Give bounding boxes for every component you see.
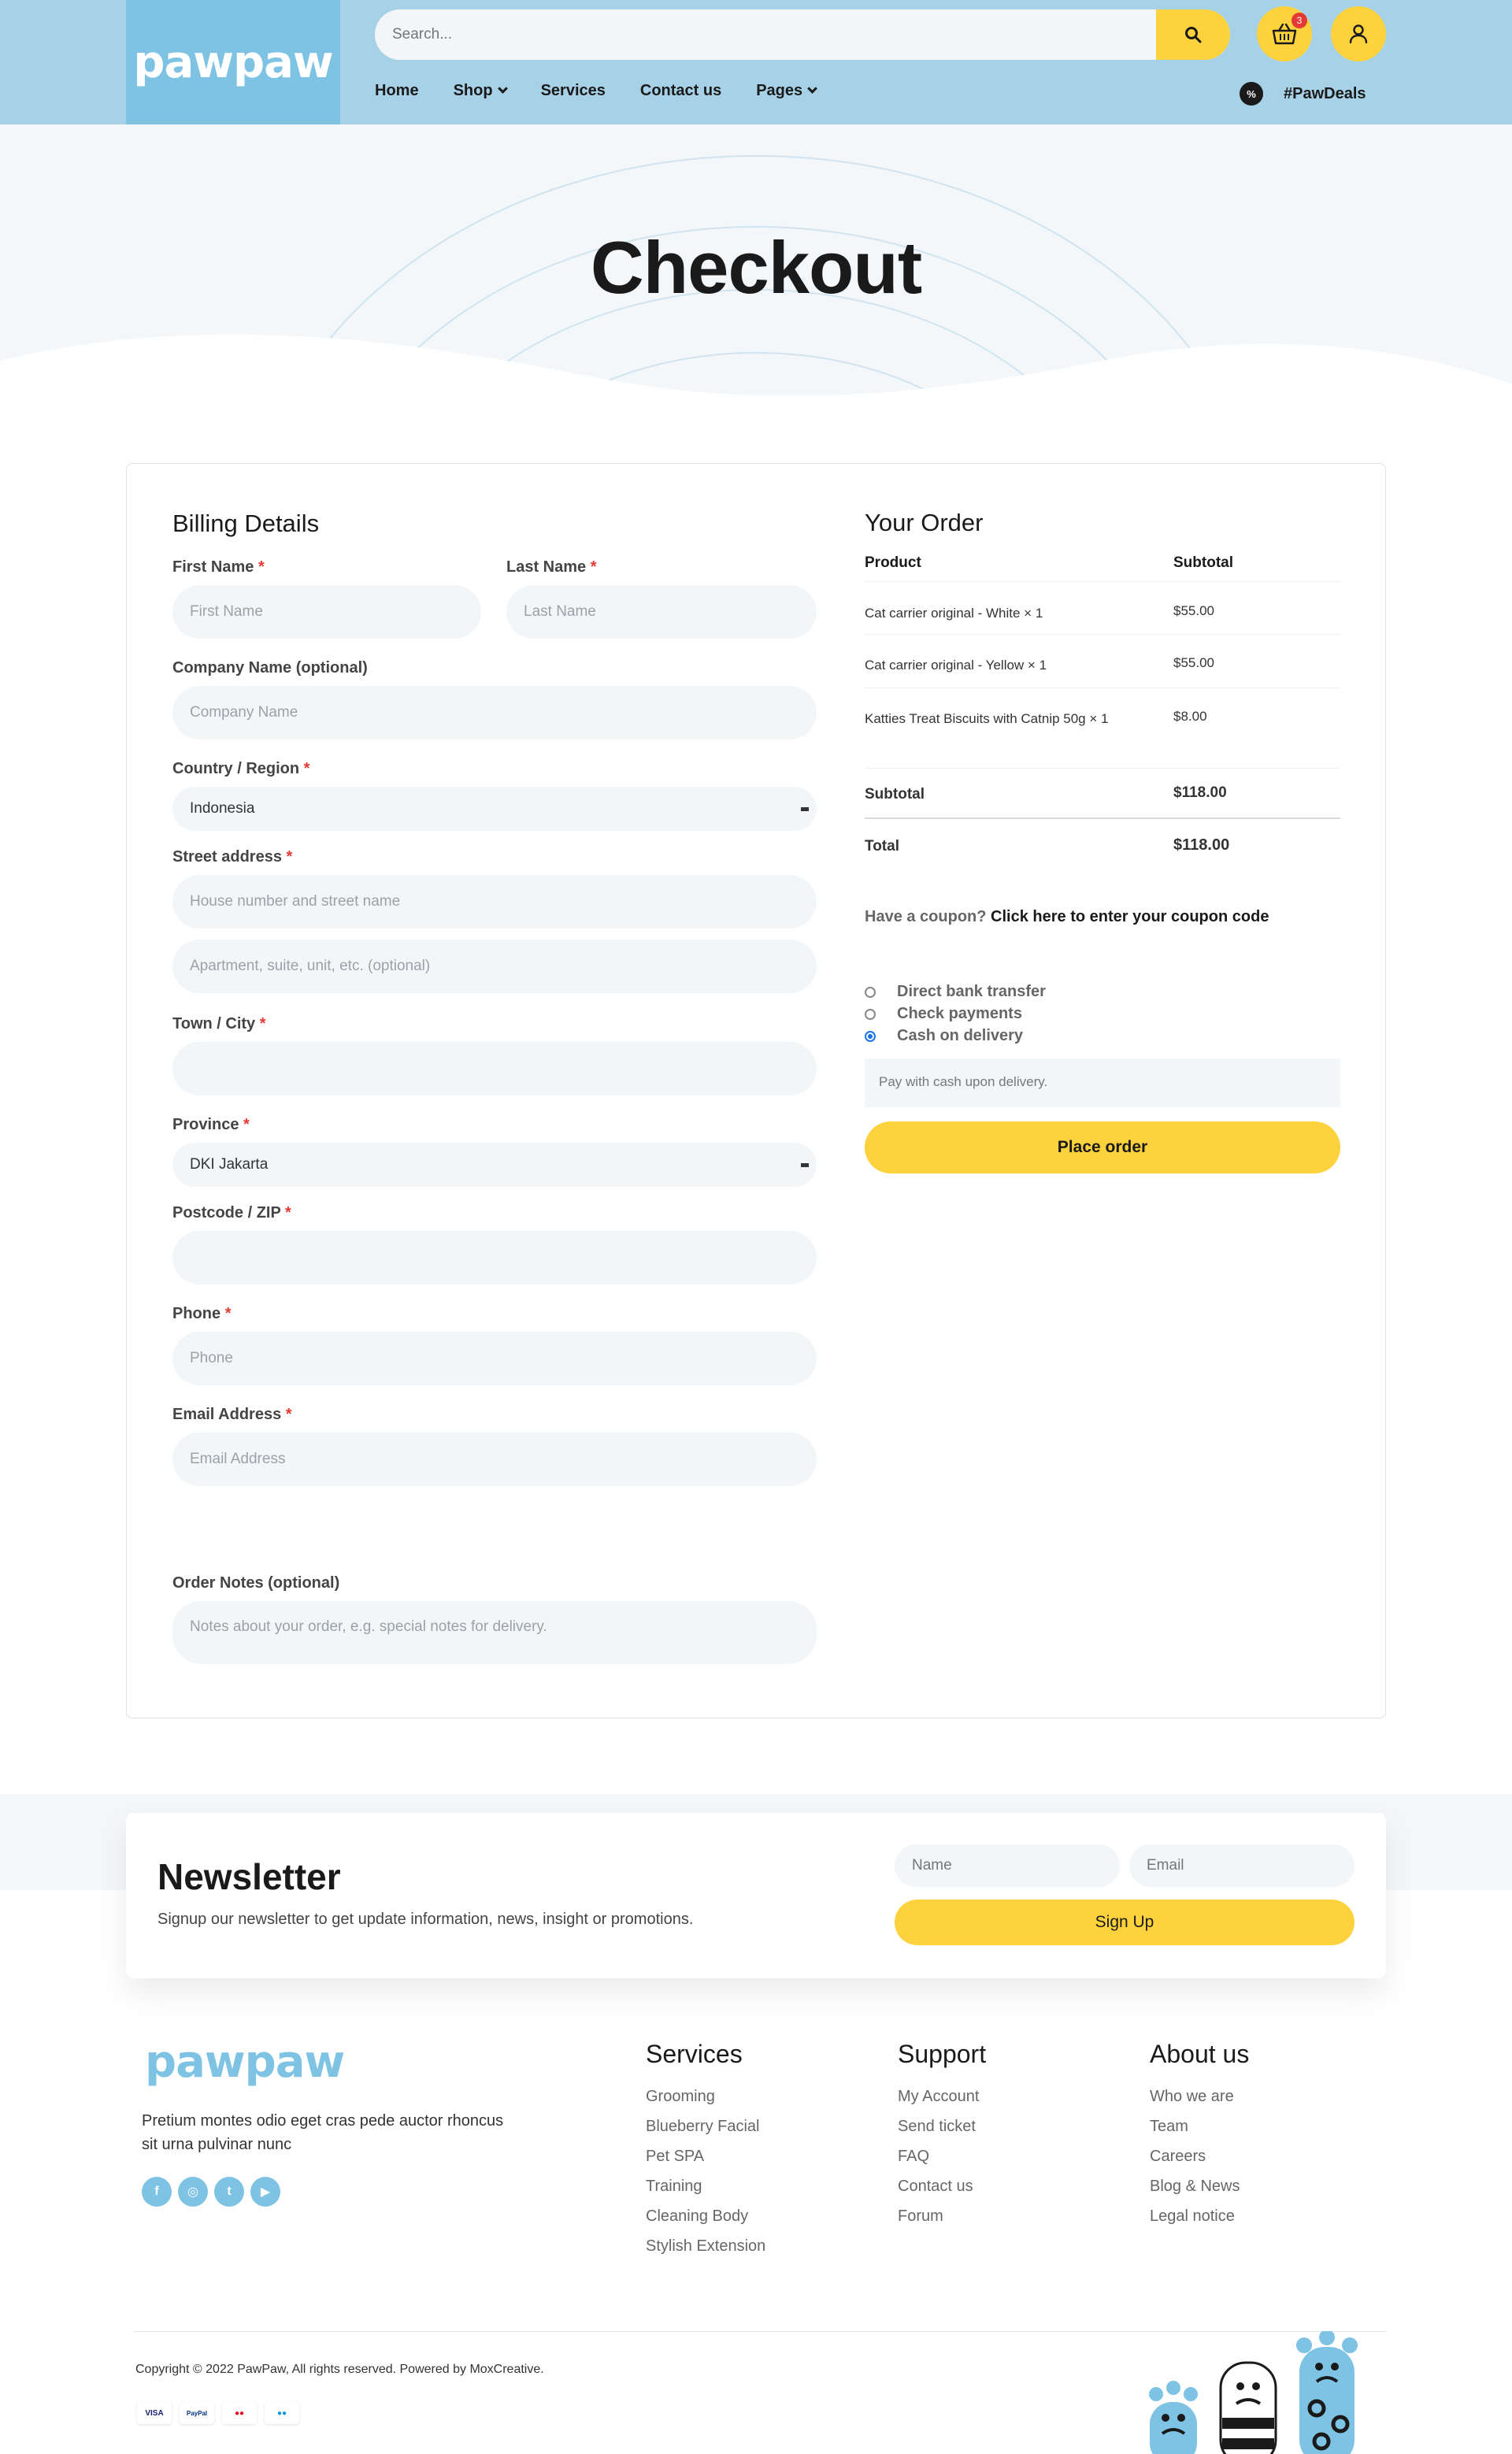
label-text: Phone [172,1305,221,1322]
footer-link[interactable]: Pet SPA [646,2148,705,2165]
order-title: Your Order [865,509,984,536]
footer-link[interactable]: Forum [898,2207,943,2225]
deals-label: #PawDeals [1284,84,1366,102]
footer-link[interactable]: Legal notice [1150,2207,1235,2225]
nav-home[interactable] [375,82,419,100]
footer-link[interactable]: Team [1150,2118,1188,2135]
order-item-subtotal: $55.00 [1173,655,1214,670]
footer-logo[interactable]: pawpaw [145,2037,345,2088]
search-bar [375,9,1230,60]
chevron-down-icon [498,83,508,94]
footer-about-column [1150,2040,1249,2237]
chevron-down-icon [807,83,817,94]
dropdown-arrow-icon [801,807,809,811]
order-item-row [865,635,1340,688]
facebook-icon[interactable]: f [142,2177,172,2207]
label-text: Country / Region [172,760,300,777]
cart-count-badge: 3 [1292,13,1307,28]
col-product-header: Product [865,554,921,571]
footer-link[interactable]: My Account [898,2088,980,2105]
paypal-icon: PayPal [180,2402,214,2424]
subtotal-label: Subtotal [865,786,925,803]
place-order-button[interactable]: Place order [865,1121,1340,1173]
label-text: Province [172,1116,239,1133]
coupon-notice [865,908,1269,926]
first-name-label [172,558,265,576]
user-icon [1348,24,1369,44]
search-button[interactable] [1156,9,1230,60]
total-row [865,821,1340,871]
footer-description: Pretium montes odio eget cras pede auctor rhoncus sit urna pulvinar nunc [142,2112,504,2153]
order-item-row [865,583,1340,635]
maestro-icon: ●● [265,2402,299,2424]
footer-column-title: About us [1150,2040,1250,2068]
required-mark: * [259,1015,266,1032]
main-nav [375,82,850,100]
divider [865,581,1340,582]
footer-link[interactable]: Grooming [646,2088,715,2105]
page-hero [0,124,1512,455]
postcode-field[interactable] [172,1231,817,1284]
nav-shop[interactable] [454,82,506,100]
footer-link[interactable]: Training [646,2178,702,2195]
billing-title: Billing Details [172,510,320,537]
col-subtotal-header: Subtotal [1173,554,1233,571]
country-select[interactable] [172,787,817,831]
page-title: Checkout [590,226,922,309]
newsletter-box [126,1813,1386,1978]
footer-link[interactable]: Send ticket [898,2118,976,2135]
nav-label: Contact us [639,82,722,99]
footer-link[interactable]: Careers [1150,2148,1206,2165]
province-value: DKI Jakarta [190,1156,269,1173]
notes-label: Order Notes (optional) [172,1574,340,1592]
province-label [172,1116,250,1134]
street2-field[interactable] [172,940,817,993]
total-label: Total [865,838,899,854]
required-mark: * [286,848,293,866]
order-notes-field[interactable] [172,1601,817,1664]
payment-label: Cash on delivery [897,1027,1024,1044]
company-label: Company Name (optional) [172,659,368,677]
mastercard-icon: ●● [222,2402,257,2424]
radio-button[interactable] [865,987,876,998]
nav-label: Shop [453,82,493,99]
subtotal-row [865,769,1340,819]
youtube-icon[interactable]: ▶ [250,2177,280,2207]
search-icon [1184,26,1202,43]
total-value: $118.00 [1173,836,1230,854]
payment-option-bank[interactable] [865,983,1046,1001]
newsletter-title: Newsletter [158,1856,341,1897]
logo[interactable] [126,0,340,124]
footer-link[interactable]: FAQ [898,2148,930,2165]
required-mark: * [285,1204,291,1221]
footer-link[interactable]: Contact us [898,2178,973,2195]
paws-illustration [1118,2331,1386,2454]
footer-services-column [646,2040,765,2267]
province-select[interactable] [172,1143,817,1187]
phone-label [172,1305,231,1323]
label-text: Postcode / ZIP [172,1204,281,1221]
cart-button[interactable] [1257,6,1312,61]
email-label [172,1406,292,1424]
nav-label: Pages [756,82,803,99]
phone-field[interactable] [172,1332,817,1385]
footer-support-column [898,2040,986,2237]
payment-note: Pay with cash upon delivery. [865,1058,1340,1107]
payment-option-check[interactable] [865,1005,1022,1023]
order-item-row [865,688,1340,769]
logo-text: pawpaw [133,36,333,88]
subtotal-value: $118.00 [1173,784,1227,801]
radio-button[interactable] [865,1009,876,1020]
footer-link[interactable]: Blueberry Facial [646,2118,760,2135]
site-header [0,0,1512,124]
discount-badge-icon: % [1240,82,1263,106]
last-name-field[interactable] [506,585,817,639]
required-mark: * [590,558,597,576]
order-item-product: Cat carrier original - White × 1 [865,606,1043,621]
payment-label: Check payments [897,1005,1022,1022]
required-mark: * [285,1406,292,1423]
label-text: First Name [172,558,254,576]
footer-link[interactable]: Stylish Extension [646,2237,766,2255]
label-text: Last Name [506,558,587,576]
instagram-icon[interactable]: ◎ [178,2177,208,2207]
nav-contact[interactable] [640,82,721,100]
last-name-label [506,558,597,576]
order-item-subtotal: $55.00 [1173,603,1214,618]
company-field[interactable] [172,686,817,740]
copyright-text: Copyright © 2022 PawPaw, All rights reserved. Powered by MoxCreative. [135,2363,544,2376]
required-mark: * [258,558,265,576]
signup-button[interactable]: Sign Up [895,1900,1354,1945]
footer-link[interactable]: Blog & News [1150,2178,1240,2195]
order-item-subtotal: $8.00 [1173,709,1207,724]
country-value: Indonesia [190,800,255,817]
footer-link[interactable]: Who we are [1150,2088,1234,2105]
first-name-field[interactable] [172,585,481,639]
payment-label: Direct bank transfer [897,983,1046,1000]
street-field[interactable] [172,875,817,929]
footer-column-title: Services [646,2040,743,2068]
nav-services[interactable] [541,82,606,100]
city-label [172,1015,266,1033]
coupon-link[interactable]: Click here to enter your coupon code [991,908,1269,925]
label-text: Email Address [172,1406,282,1423]
label-text: Town / City [172,1015,256,1032]
dropdown-arrow-icon [801,1163,809,1167]
newsletter-email-input[interactable] [1129,1844,1354,1887]
payment-option-cod[interactable] [865,1027,1023,1045]
order-item-product: Katties Treat Biscuits with Catnip 50g × 1 [865,711,1109,726]
visa-icon: VISA [137,2402,172,2424]
nav-label: Services [540,82,606,99]
email-field[interactable] [172,1433,817,1486]
required-mark: * [224,1305,232,1322]
street-label [172,848,292,866]
required-mark: * [303,760,310,777]
twitter-icon[interactable]: t [214,2177,244,2207]
footer-column-title: Support [898,2040,987,2068]
newsletter-name-input[interactable] [895,1844,1120,1887]
radio-button-selected[interactable] [865,1031,876,1042]
postcode-label [172,1204,291,1222]
required-mark: * [243,1116,250,1133]
paw-deals-link[interactable] [1240,82,1366,106]
coupon-prefix: Have a coupon? [865,908,987,925]
nav-pages[interactable] [756,82,816,100]
footer-link[interactable]: Cleaning Body [646,2207,749,2225]
nav-label: Home [375,82,419,99]
order-item-product: Cat carrier original - Yellow × 1 [865,658,1047,673]
label-text: Street address [172,848,282,866]
account-button[interactable] [1331,6,1386,61]
newsletter-subtitle: Signup our newsletter to get update information, news, insight or promotions. [158,1911,694,1928]
country-label [172,760,309,778]
city-field[interactable] [172,1042,817,1095]
search-input[interactable] [375,9,1147,60]
